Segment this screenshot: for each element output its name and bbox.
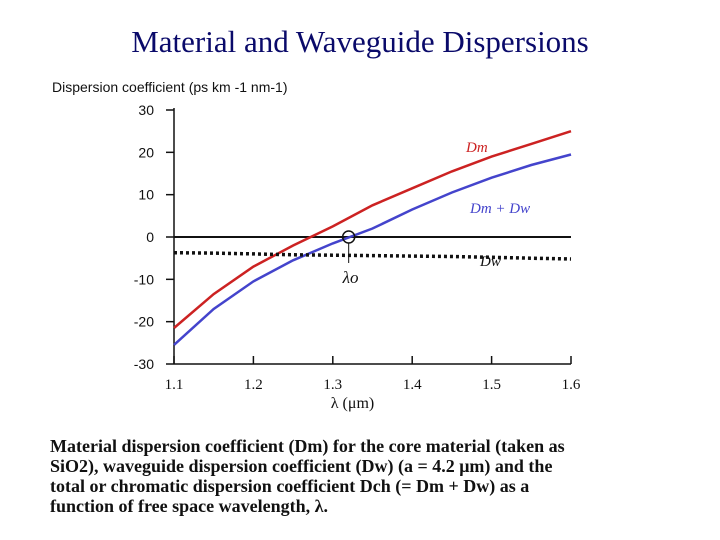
label-dm-plus-dw: Dm + Dw	[470, 201, 531, 217]
y-tick-label: -20	[133, 313, 154, 330]
caption-line-4: function of free space wavelength, λ.	[50, 496, 328, 516]
slide-title: Material and Waveguide Dispersions	[131, 24, 589, 59]
figure-caption	[50, 436, 690, 516]
lambda-zero-label: λo	[342, 268, 359, 287]
y-tick-label: -30	[133, 356, 154, 372]
y-tick-label: -10	[133, 271, 154, 288]
x-tick-label: 1.5	[482, 377, 501, 393]
caption-line-3: total or chromatic dispersion coefficient Dch (= Dm + Dw) as a	[50, 476, 530, 496]
x-tick-label: 1.3	[323, 377, 343, 393]
x-axis-label: λ (μm)	[330, 395, 375, 412]
x-tick-label: 1.6	[561, 377, 581, 393]
caption-line-2: SiO2), waveguide dispersion coefficient (Dw) (a = 4.2 μm) and the	[50, 456, 553, 476]
y-tick-label: 20	[138, 144, 154, 161]
series-line-dw	[174, 253, 571, 259]
y-axis-label: Dispersion coefficient (ps km -1 nm-1)	[52, 79, 288, 95]
label-dw: Dw	[480, 254, 501, 270]
x-tick-label: 1.1	[164, 377, 184, 393]
y-tick-label: 10	[138, 186, 154, 203]
y-tick-label: 0	[146, 229, 154, 245]
label-dm: Dm	[466, 140, 488, 156]
x-tick-label: 1.2	[244, 377, 263, 393]
caption-line-1: Material dispersion coefficient (Dm) for the core material (taken as	[50, 436, 565, 456]
series-line-dm-plus-dw	[174, 155, 571, 345]
x-tick-label: 1.4	[402, 377, 422, 393]
y-tick-label: 30	[138, 102, 154, 118]
